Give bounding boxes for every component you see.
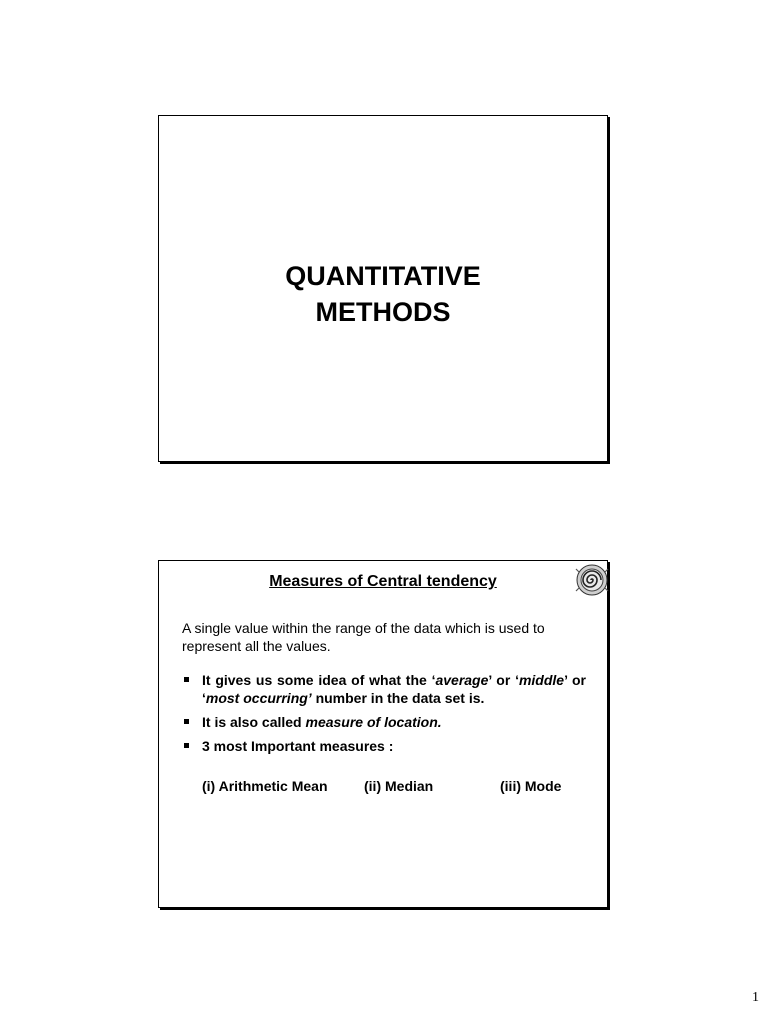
central-tendency-slide [158, 560, 608, 908]
bullet-text: It is also called [202, 714, 306, 730]
emphasis-middle: middle [518, 672, 565, 688]
intro-text: A single value within the range of the data which is used to represent all the values. [182, 620, 545, 654]
bullet-text: It gives us some idea of what the ‘ [202, 672, 436, 688]
bullet-item [182, 671, 586, 707]
emphasis-average: average [435, 672, 489, 688]
bullet-item [182, 713, 586, 731]
measure-median: (ii) Median [364, 778, 434, 794]
title-line-2: METHODS [315, 297, 451, 327]
slide-title [159, 258, 607, 330]
emphasis-measure-of-location: measure of location. [305, 714, 442, 730]
title-line-1: QUANTITATIVE [285, 261, 481, 291]
measure-mode: (iii) Mode [500, 778, 562, 794]
measure-arithmetic-mean: (i) Arithmetic Mean [202, 778, 328, 794]
bullet-text: 3 most Important measures : [202, 738, 394, 754]
bullet-item [182, 737, 586, 755]
spiral-emblem-icon [575, 563, 609, 597]
emphasis-most-occurring: most occurring’ [205, 690, 312, 706]
title-slide [158, 115, 608, 462]
page-number: 1 [752, 990, 759, 1005]
bullet-text: number in the data set is. [311, 690, 485, 706]
slide-heading: Measures of Central tendency [269, 573, 497, 590]
bullet-list [182, 671, 586, 761]
bullet-text: ’ or ‘ [488, 672, 519, 688]
bullet-text: ’ or ‘ [202, 672, 586, 706]
